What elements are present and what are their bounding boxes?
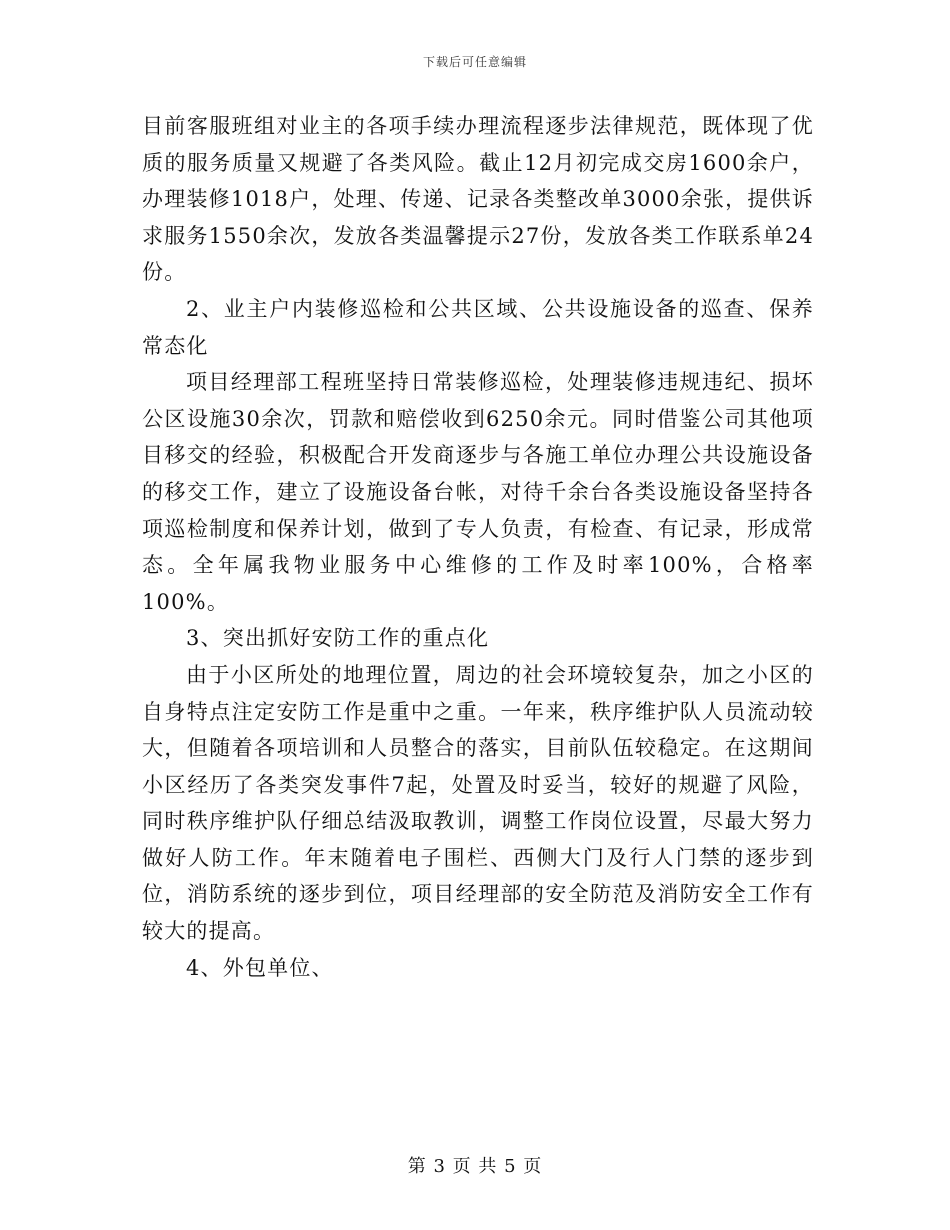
document-body (142, 108, 814, 986)
paragraph-security: 由于小区所处的地理位置，周边的社会环境较复杂，加之小区的自身特点注定安防工作是重中之重。一年来，秩序维护队人员流动较大，但随着各项培训和人员整合的落实，目前队伍较稳定。在这期间小区经历了各类突发事件7起，处置及时妥当，较好的规避了风险，同时秩序维护队仔细总结汲取教训，调整工作岗位设置，尽最大努力做好人防工作。年末随着电子围栏、西侧大门及行人门禁的逐步到位，消防系统的逐步到位，项目经理部的安全防范及消防安全工作有较大的提高。 (142, 662, 814, 944)
page-footer: 第 3 页 共 5 页 (407, 1156, 543, 1177)
paragraph-customer-service: 目前客服班组对业主的各项手续办理流程逐步法律规范，既体现了优质的服务质量又规避了各类风险。截止12月初完成交房1600余户，办理装修1018户，处理、传递、记录各类整改单3000余张，提供诉求服务1550余次，发放各类温馨提示27份，发放各类工作联系单24份。 (142, 114, 814, 285)
section-heading-inspection: 2、业主户内装修巡检和公共区域、公共设施设备的巡查、保养常态化 (142, 296, 814, 358)
section-heading-security: 3、突出抓好安防工作的重点化 (186, 626, 490, 651)
paragraph-engineering: 项目经理部工程班坚持日常装修巡检，处理装修违规违纪、损坏公区设施30余次，罚款和赔偿收到6250余元。同时借鉴公司其他项目移交的经验，积极配合开发商逐步与各施工单位办理公共设施设备的移交工作，建立了设施设备台帐，对待千余台各类设施设备坚持各项巡检制度和保养计划，做到了专人负责，有检查、有记录，形成常态。全年属我物业服务中心维修的工作及时率100%，合格率100%。 (142, 370, 814, 614)
section-heading-outsourcing: 4、外包单位、 (186, 955, 334, 980)
page-header: 下载后可任意编辑 (422, 55, 527, 69)
